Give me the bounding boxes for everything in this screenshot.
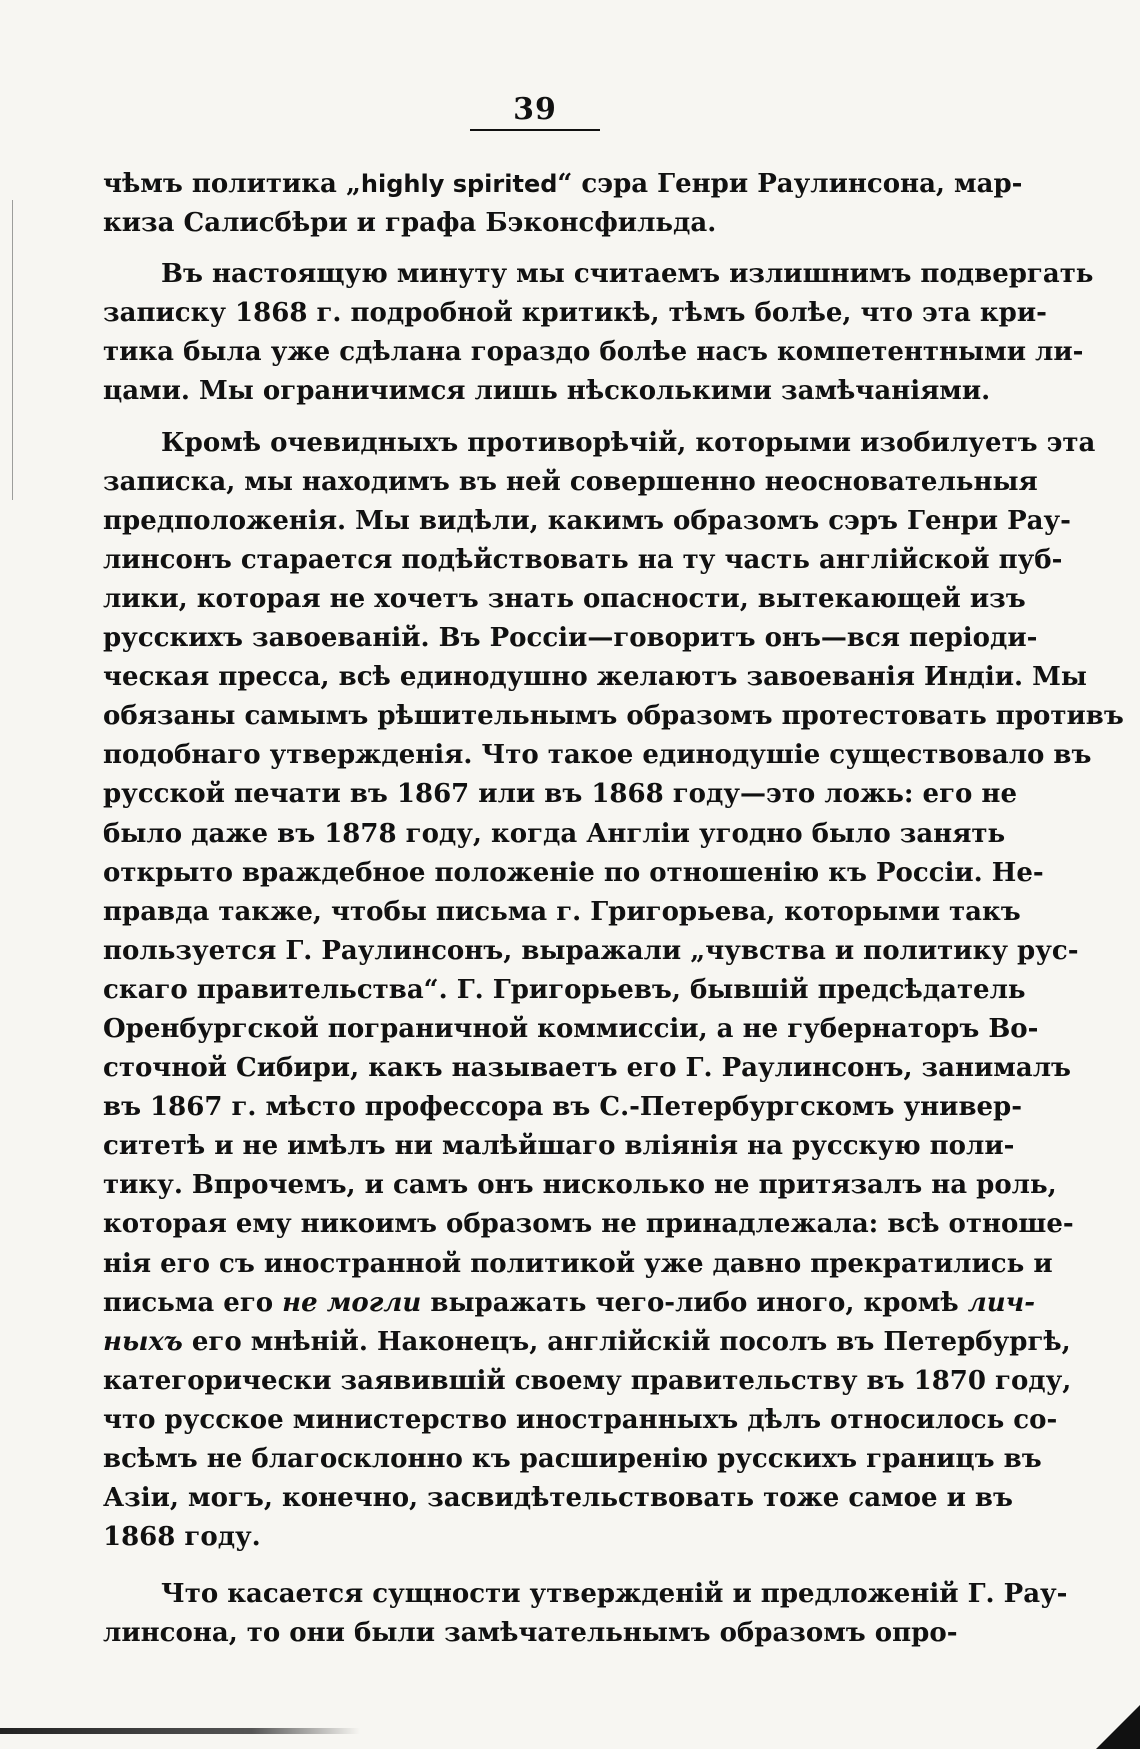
text-line (103, 932, 1079, 971)
text-line (103, 1575, 1068, 1614)
text-segment: всѣмъ не благосклонно къ расширенію русскихъ границъ въ (103, 1444, 1042, 1474)
text-line (103, 255, 1094, 294)
text-line (103, 372, 991, 411)
text-segment: цами. Мы ограничимся лишь нѣсколькими замѣчаніями. (103, 376, 991, 407)
text-segment: правда также, чтобы письма г. Григорьева, которыми такъ (103, 896, 1021, 927)
text-line (103, 541, 1063, 580)
text-segment: Въ настоящую минуту мы считаемъ излишнимъ подвергать (161, 259, 1094, 290)
scan-bottom-smudge (0, 1728, 360, 1734)
text-line (103, 580, 1026, 619)
text-segment: его мнѣній. Наконецъ, англійскій посолъ въ Петербургѣ, (182, 1326, 1071, 1357)
text-line (103, 463, 1038, 502)
text-segment: русской печати въ 1867 или въ 1868 году—это ложь: его не (103, 779, 1017, 810)
text-line (103, 1049, 1072, 1088)
text-segment: “ сэра Генри Раулинсона, мар- (557, 169, 1023, 199)
text-segment: что русское министерство иностранныхъ дѣлъ относилось со- (103, 1404, 1058, 1435)
page-number: 39 (513, 92, 557, 127)
body-text (103, 165, 1124, 1653)
text-line (103, 333, 1084, 372)
text-segment: записка, мы находимъ въ ней совершенно неосновательныя (103, 466, 1038, 497)
text-segment: тику. Впрочемъ, и самъ онъ нисколько не притязалъ на роль, (103, 1170, 1057, 1201)
text-segment: Азіи, могъ, конечно, засвидѣтельствовать тоже самое и въ (103, 1483, 1013, 1514)
text-segment: чѣмъ политика „ (103, 169, 361, 199)
text-segment: подобнаго утвержденія. Что такое единодушіе существовало въ (103, 740, 1092, 771)
text-line (103, 1245, 1053, 1284)
text-line (103, 1088, 1023, 1127)
text-line (103, 619, 1038, 658)
text-line (103, 1205, 1074, 1244)
text-segment: сточной Сибири, какъ называетъ его Г. Раулинсонъ, занималъ (103, 1053, 1072, 1084)
emphasis-text: не могли (282, 1287, 422, 1318)
text-line (103, 893, 1021, 932)
text-line (103, 424, 1096, 463)
text-line (103, 1401, 1058, 1440)
text-line (103, 1166, 1057, 1205)
paragraph-gap (103, 1557, 945, 1575)
text-segment: было даже въ 1878 году, когда Англіи угодно было занять (103, 818, 1006, 849)
text-segment: тика была уже сдѣлана гораздо болѣе насъ компетентными ли- (103, 337, 1084, 368)
paragraph (103, 1575, 1068, 1653)
text-segment: которая ему никоимъ образомъ не принадлежала: всѣ отноше- (103, 1209, 1074, 1240)
emphasis-text: ныхъ (103, 1326, 183, 1357)
text-line (103, 854, 1044, 893)
text-segment: пользуется Г. Раулинсонъ, выражали „чувства и политику рус- (103, 935, 1079, 966)
page-header (470, 92, 600, 131)
text-line (103, 1614, 958, 1653)
text-line (103, 1479, 1013, 1518)
paragraph (103, 424, 1124, 1558)
text-line (103, 502, 1071, 541)
text-segment: ситетѣ и не имѣлъ ни малѣйшаго вліянія на русскую поли- (103, 1131, 1015, 1162)
text-segment: обязаны самымъ рѣшительнымъ образомъ протестовать противъ (103, 701, 1124, 732)
text-line (103, 294, 1047, 333)
text-segment: записку 1868 г. подробной критикѣ, тѣмъ болѣе, что эта кри- (103, 298, 1047, 329)
text-segment: Кромѣ очевидныхъ противорѣчій, которыми изобилуетъ эта (161, 427, 1096, 458)
text-line (103, 1010, 1039, 1049)
latin-phrase: highly spirited (360, 170, 558, 198)
paragraph-gap (103, 412, 945, 424)
text-segment: открыто враждебное положеніе по отношенію къ Россіи. Не- (103, 857, 1044, 888)
text-line (103, 1518, 945, 1557)
text-segment: Оренбургской пограничной коммиссіи, а не губернаторъ Во- (103, 1013, 1039, 1044)
text-segment: русскихъ завоеваній. Въ Россіи—говоритъ онъ—вся періоди- (103, 623, 1038, 654)
text-segment: предположенія. Мы видѣли, какимъ образомъ сэръ Генри Рау- (103, 505, 1071, 536)
text-line (103, 697, 1124, 736)
text-line (103, 736, 1092, 775)
emphasis-text: лич- (967, 1287, 1035, 1318)
text-line (103, 1127, 1015, 1166)
text-segment: линсонъ старается подѣйствовать на ту часть англійской пуб- (103, 544, 1063, 575)
text-line (103, 1440, 1042, 1479)
text-segment: скаго правительства“. Г. Григорьевъ, бывшій предсѣдатель (103, 974, 1026, 1005)
text-segment: линсона, то они были замѣчательнымъ образомъ опро- (103, 1618, 958, 1649)
text-segment: письма его (103, 1287, 283, 1318)
scan-corner-mark (1096, 1705, 1140, 1749)
text-segment: категорически заявившій своему правительству въ 1870 году, (103, 1365, 1072, 1396)
text-segment: выражать чего-либо иного, кромѣ (421, 1287, 968, 1318)
text-line (103, 204, 945, 243)
text-line (103, 1323, 1071, 1362)
text-segment: лики, которая не хочетъ знать опасности, вытекающей изъ (103, 583, 1026, 614)
text-line (103, 971, 1026, 1010)
text-line (103, 815, 1006, 854)
text-segment: 1868 году. (103, 1522, 261, 1553)
text-line (103, 165, 1023, 204)
text-segment: въ 1867 г. мѣсто профессора въ С.-Петербургскомъ универ- (103, 1092, 1023, 1123)
header-rule (470, 129, 600, 131)
text-segment: ческая пресса, всѣ единодушно желаютъ завоеванія Индіи. Мы (103, 662, 1087, 693)
text-segment: нія его съ иностранной политикой уже давно прекратились и (103, 1248, 1053, 1279)
paragraph (103, 255, 1094, 411)
text-line (103, 1284, 1035, 1323)
scan-margin-line (12, 200, 13, 500)
text-segment: киза Салисбѣри и графа Бэконсфильда. (103, 208, 717, 239)
text-line (103, 1362, 1072, 1401)
paragraph-gap (103, 243, 945, 255)
text-line (103, 658, 1087, 697)
text-segment: Что касается сущности утвержденій и предложеній Г. Рау- (161, 1579, 1068, 1610)
text-line (103, 775, 1017, 814)
paragraph (103, 165, 1023, 243)
